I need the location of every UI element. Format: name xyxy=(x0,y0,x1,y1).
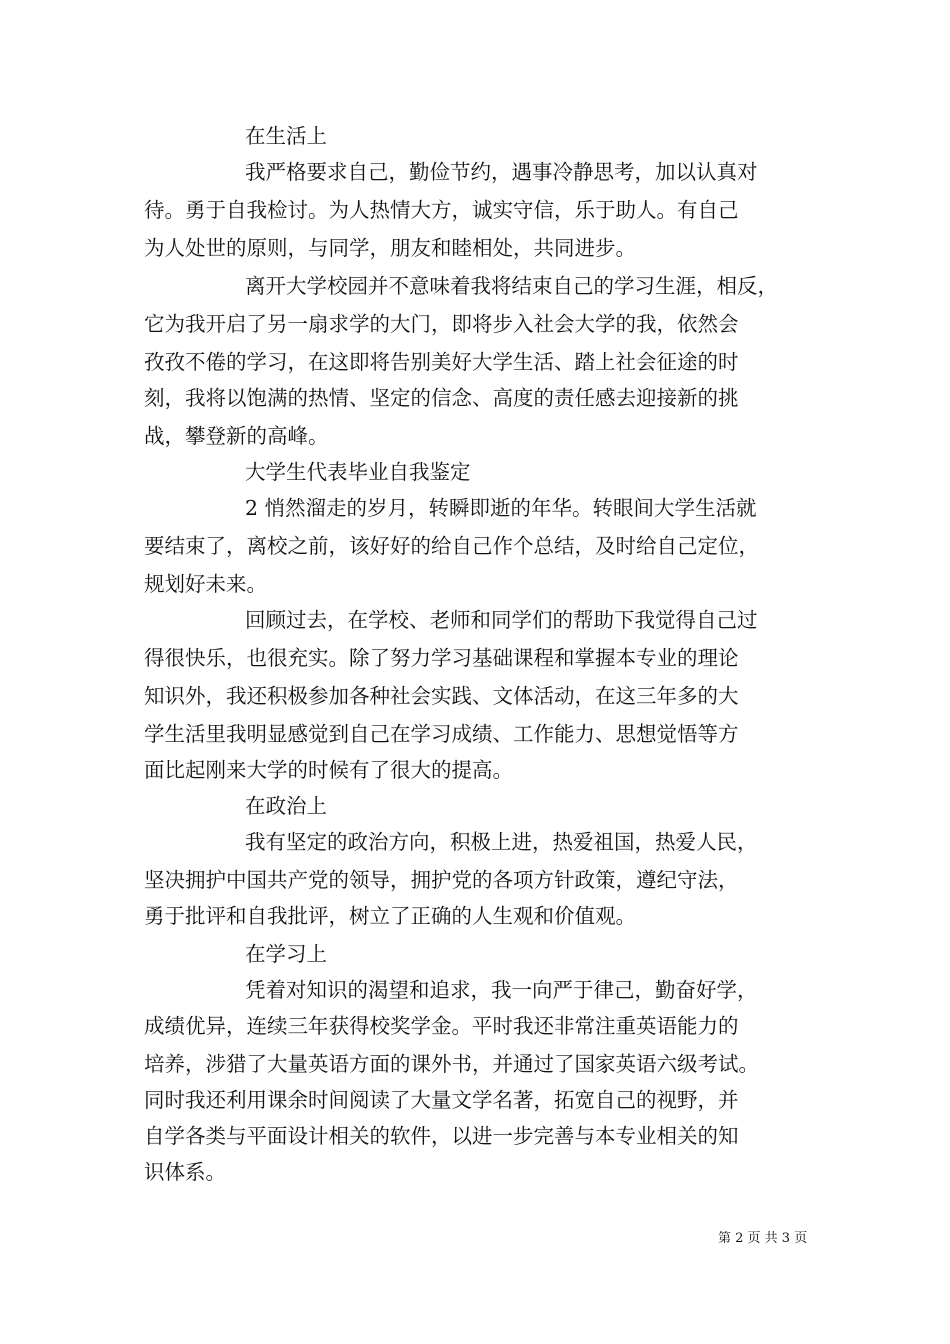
text-line: 2 悄然溜走的岁月，转瞬即逝的年华。转眼间大学生活就 xyxy=(245,496,757,520)
text-line: 要结束了，离校之前，该好好的给自己作个总结，及时给自己定位， xyxy=(144,534,759,558)
text-line: 识体系。 xyxy=(144,1160,226,1184)
text-line: 同时我还利用课余时间阅读了大量文学名著，拓宽自己的视野，并 xyxy=(144,1088,739,1112)
text-line: 成绩优异，连续三年获得校奖学金。平时我还非常注重英语能力的 xyxy=(144,1014,739,1038)
text-line: 离开大学校园并不意味着我将结束自己的学习生涯，相反， xyxy=(245,274,778,298)
text-line: 战，攀登新的高峰。 xyxy=(144,424,329,448)
text-line: 孜孜不倦的学习，在这即将告别美好大学生活、踏上社会征途的时 xyxy=(144,350,739,374)
text-line: 勇于批评和自我批评，树立了正确的人生观和价值观。 xyxy=(144,904,636,928)
text-line: 知识外，我还积极参加各种社会实践、文体活动，在这三年多的大 xyxy=(144,684,739,708)
text-line: 得很快乐，也很充实。除了努力学习基础课程和掌握本专业的理论 xyxy=(144,646,739,670)
page-number-footer: 第 2 页 共 3 页 xyxy=(718,1231,808,1246)
text-line: 为人处世的原则，与同学，朋友和睦相处，共同进步。 xyxy=(144,236,636,260)
text-line: 规划好未来。 xyxy=(144,572,267,596)
text-line: 它为我开启了另一扇求学的大门，即将步入社会大学的我，依然会 xyxy=(144,312,739,336)
text-line: 待。勇于自我检讨。为人热情大方，诚实守信，乐于助人。有自己 xyxy=(144,198,739,222)
text-line: 坚决拥护中国共产党的领导，拥护党的各项方针政策，遵纪守法， xyxy=(144,868,739,892)
heading-life: 在生活上 xyxy=(245,124,327,148)
text-line: 刻，我将以饱满的热情、坚定的信念、高度的责任感去迎接新的挑 xyxy=(144,386,739,410)
text-line: 我有坚定的政治方向，积极上进，热爱祖国，热爱人民， xyxy=(245,830,758,854)
section-title: 大学生代表毕业自我鉴定 xyxy=(245,460,471,484)
heading-study: 在学习上 xyxy=(245,942,327,966)
text-line: 面比起刚来大学的时候有了很大的提高。 xyxy=(144,758,513,782)
text-line: 回顾过去，在学校、老师和同学们的帮助下我觉得自己过 xyxy=(245,608,758,632)
text-line: 凭着对知识的渴望和追求，我一向严于律己，勤奋好学， xyxy=(245,978,758,1002)
text-line: 培养，涉猎了大量英语方面的课外书，并通过了国家英语六级考试。 xyxy=(144,1052,759,1076)
text-line: 自学各类与平面设计相关的软件，以进一步完善与本专业相关的知 xyxy=(144,1124,739,1148)
heading-politics: 在政治上 xyxy=(245,794,327,818)
text-line: 学生活里我明显感觉到自己在学习成绩、工作能力、思想觉悟等方 xyxy=(144,722,739,746)
text-line: 我严格要求自己，勤俭节约，遇事冷静思考，加以认真对 xyxy=(245,160,758,184)
